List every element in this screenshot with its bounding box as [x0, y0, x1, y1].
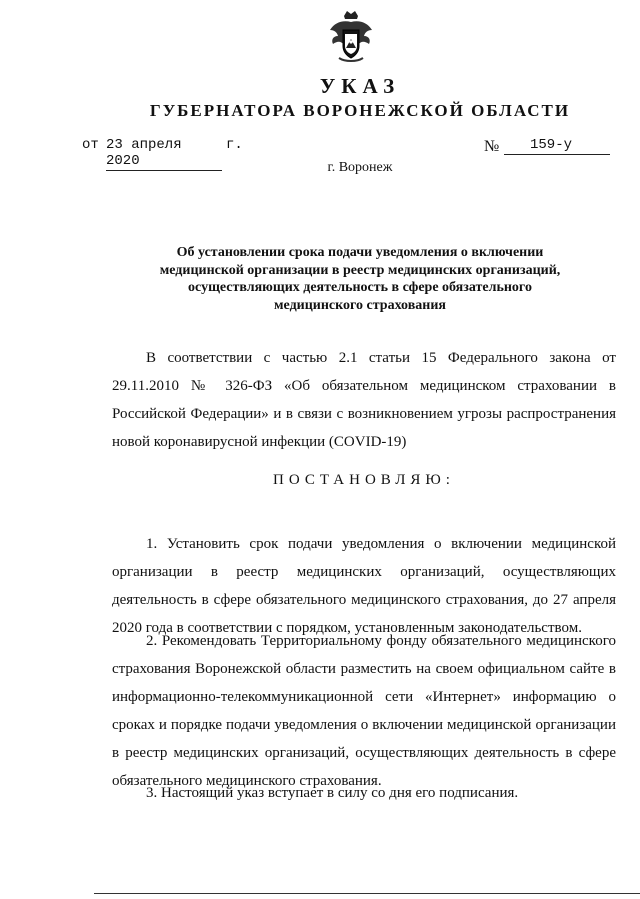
document-type-heading: УКАЗ [319, 74, 401, 98]
document-title-line: осуществляющих деятельность в сфере обязательного [188, 280, 532, 295]
date-value: 23 апреля 2020 [106, 137, 222, 171]
document-title-line: Об установлении срока подачи уведомления о включении [176, 245, 544, 260]
document-title-line: медицинского страхования [274, 297, 446, 313]
decree-heading: ПОСТАНОВЛЯЮ: [273, 472, 455, 488]
date-prefix: от [82, 137, 99, 153]
date-suffix: г. [226, 137, 243, 153]
decree-item-1: 1. Установить срок подачи уведомления о включении медицинской организации в реестр медицинских организаций, осуществляющих деятельность в сфере обязательного медицинского страхования, до 27 апреля 2020 года в соответствии с порядком, установленным законодательством. [112, 536, 616, 636]
preamble-paragraph: В соответствии с частью 2.1 статьи 15 Федерального закона от 29.11.2010 № 326-ФЗ «Об обязательном медицинском страховании в Российской Федерации» и в связи с возникновением угрозы распространения новой коронавирусной инфекции (COVID-19) [112, 350, 616, 450]
issuer-heading: ГУБЕРНАТОРА ВОРОНЕЖСКОЙ ОБЛАСТИ [149, 101, 571, 120]
document-title [140, 244, 580, 314]
number-sign: № [484, 138, 500, 155]
city-label: г. Воронеж [327, 160, 393, 175]
document-title-line: медицинской организации в реестр медицинских организаций, [159, 262, 561, 278]
document-number: 159-у [504, 137, 610, 155]
decree-item-3: 3. Настоящий указ вступает в силу со дня его подписания. [146, 785, 519, 801]
decree-item-2: 2. Рекомендовать Территориальному фонду обязательного медицинского страхования Воронежской области разместить на своем официальном сайте в информационно-телекоммуникационной сети «Интернет» информацию о сроках и порядке подачи уведомления о включении медицинской организации в реестр медицинских организаций, осуществляющих деятельность в сфере обязательного медицинского страхования. [112, 633, 616, 789]
coat-of-arms-icon [327, 8, 375, 64]
bottom-divider [94, 893, 640, 894]
